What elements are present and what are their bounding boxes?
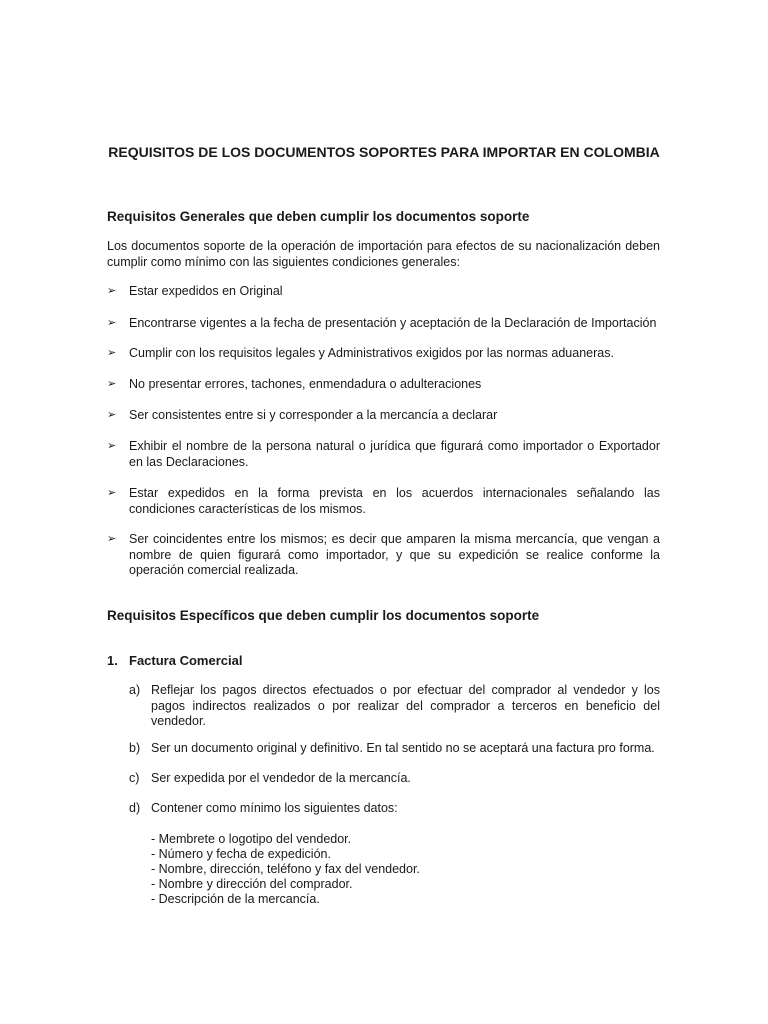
arrow-bullet-icon: ➢ xyxy=(107,285,117,297)
sub-item-text: Ser un documento original y definitivo. En tal sentido no se aceptará una factura pro forma. xyxy=(151,741,655,755)
required-data-list xyxy=(151,832,420,907)
sub-item-text: Contener como mínimo los siguientes datos: xyxy=(151,801,398,815)
list-item: - Nombre y dirección del comprador. xyxy=(151,877,353,891)
arrow-bullet-icon: ➢ xyxy=(107,317,117,329)
arrow-bullet-icon: ➢ xyxy=(107,533,117,545)
sub-item-letter: b) xyxy=(129,741,141,755)
general-requirements-heading: Requisitos Generales que deben cumplir los documentos soporte xyxy=(107,209,530,224)
section-title: Factura Comercial xyxy=(129,653,243,668)
section-number: 1. xyxy=(107,653,118,668)
sub-item-text: Reflejar los pagos directos efectuados o por efectuar del comprador al vendedor y los pagos indirectos realizados o por realizar del comprador a terceros en beneficio del vendedor. xyxy=(151,683,660,728)
list-item: - Nombre, dirección, teléfono y fax del vendedor. xyxy=(151,862,420,876)
arrow-bullet-icon: ➢ xyxy=(107,347,117,359)
sub-item-letter: a) xyxy=(129,683,141,697)
list-item: - Descripción de la mercancía. xyxy=(151,892,320,906)
list-item: - Membrete o logotipo del vendedor. xyxy=(151,832,352,846)
bullet-text: Exhibir el nombre de la persona natural o jurídica que figurará como importador o Exportador en las Declaraciones. xyxy=(129,439,660,469)
document-title: REQUISITOS DE LOS DOCUMENTOS SOPORTES PARA IMPORTAR EN COLOMBIA xyxy=(108,144,660,160)
bullet-text: Estar expedidos en la forma prevista en los acuerdos internacionales señalando las condiciones características de los mismos. xyxy=(129,486,660,516)
arrow-bullet-icon: ➢ xyxy=(107,440,117,452)
bullet-text: No presentar errores, tachones, enmendadura o adulteraciones xyxy=(129,377,482,391)
arrow-bullet-icon: ➢ xyxy=(107,487,117,499)
bullet-text: Ser consistentes entre si y corresponder a la mercancía a declarar xyxy=(129,408,498,422)
sub-item-letter: c) xyxy=(129,771,140,785)
list-item: - Número y fecha de expedición. xyxy=(151,847,331,861)
sub-item-letter: d) xyxy=(129,801,141,815)
bullet-text: Ser coincidentes entre los mismos; es decir que amparen la misma mercancía, que vengan a nombre de quien figurará como importador, y que su expedición se realice conforme la operación comercial realizada. xyxy=(129,532,660,577)
bullet-text: Cumplir con los requisitos legales y Administrativos exigidos por las normas aduaneras. xyxy=(129,346,614,360)
sub-item-text: Ser expedida por el vendedor de la mercancía. xyxy=(151,771,411,785)
arrow-bullet-icon: ➢ xyxy=(107,378,117,390)
bullet-text: Encontrarse vigentes a la fecha de presentación y aceptación de la Declaración de Importación xyxy=(129,316,657,330)
arrow-bullet-icon: ➢ xyxy=(107,409,117,421)
general-intro-paragraph: Los documentos soporte de la operación de importación para efectos de su nacionalización deben cumplir como mínimo con las siguientes condiciones generales: xyxy=(107,239,660,269)
bullet-text: Estar expedidos en Original xyxy=(129,284,283,298)
specific-requirements-heading: Requisitos Específicos que deben cumplir los documentos soporte xyxy=(107,608,540,623)
